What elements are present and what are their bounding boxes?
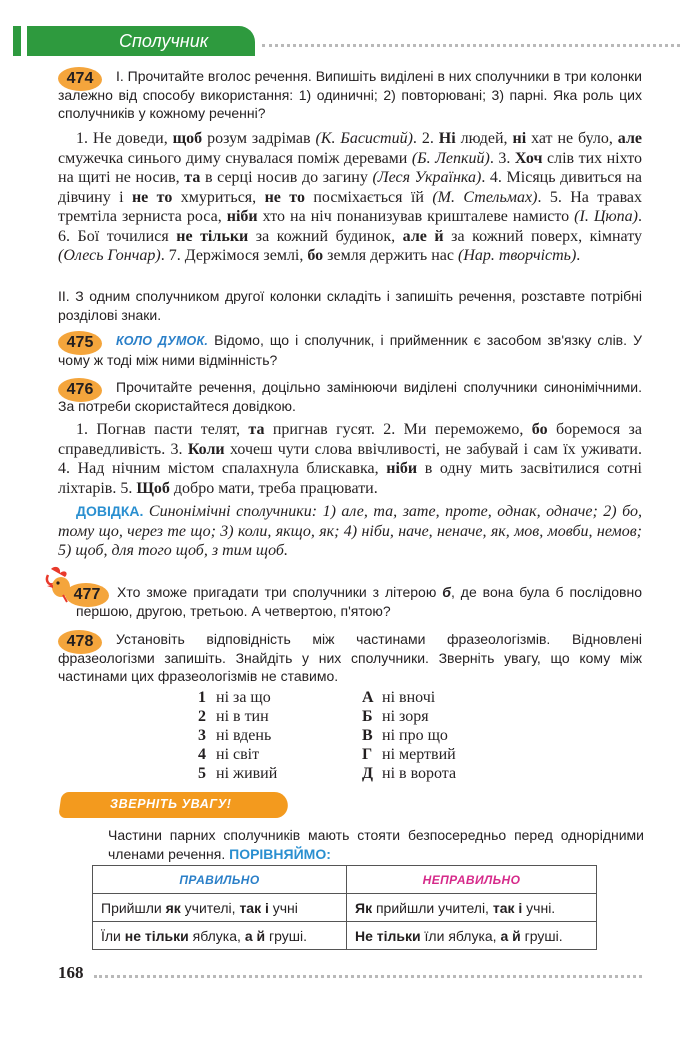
kolo-dumok-label: КОЛО ДУМОК. <box>116 334 209 348</box>
exercise-474-number: 474 <box>58 67 102 91</box>
compare-label: ПОРІВНЯЙМО: <box>229 845 331 862</box>
phrase-parts-left-column <box>198 688 277 783</box>
exercise-477-number: 477 <box>65 583 109 607</box>
phrase-part-right: А ні вночі <box>362 689 436 706</box>
exercise-476-sentences: 1. Погнав пасти телят, та пригнав гусят. 2. Ми переможемо, бо боремося за справедливість. 3. Коли хочеш чути слова ввічливості, не забувай і сам їх уживати. 4. Над нічним містом спалахнула блискавка, ніби в одну мить засвітилися сотні ліхтарів. 5. Щоб добро мати, треба працювати. <box>58 421 642 497</box>
phrase-part-right: Г ні мертвий <box>362 746 456 763</box>
phrase-parts-right-column <box>362 688 456 783</box>
phrase-part-left: 2 ні в тин <box>198 708 269 725</box>
exercise-474-sentences: 1. Не доведи, щоб розум задрімав (К. Басистий). 2. Ні людей, ні хат не було, але смужечка синього диму снувалася поміж деревами (Б. Лепкий). 3. Хоч слів тих ніхто на щиті не носив, та в серці носив до загину (Леся Українка). 4. Місяць дивиться на дівчину і не то хмуриться, не то посміхається їй (М. Стельмах). 5. На травах тремтіла зерниста роса, ніби хто на ніч понанизував кришталеве намисто (І. Цюпа). 6. Бої точилися не тільки за кожний будинок, але й за кожний поверх, кімнату (Олесь Гончар). 7. Держімося землі, бо земля держить нас (Нар. творчість). <box>58 130 643 264</box>
exercise-474-task: І. Прочитайте вголос речення. Випишіть виділені в них сполучники в три колонки залежно від способу використання: 1) одиничні; 2) повторювані; 3) парні. Яка роль цих сполучників у кожному реченні? <box>58 68 642 121</box>
phrase-part-right: Б ні зоря <box>362 708 429 725</box>
exercise-476-reference: ДОВІДКА. Синонімічні сполучники: 1) але, та, зате, проте, однак, одначе; 2) бо, тому що, через те що; 3) коли, якщо, як; 4) ніби, наче, неначе, як, мов, мовби, немов; 5) щоб, для того щоб, з тим щоб. <box>58 503 642 559</box>
table-cell-wrong: Як прийшли учителі, так і учні. <box>347 894 597 922</box>
section-title: Сполучник <box>27 26 255 56</box>
comparison-table <box>92 865 597 950</box>
phrase-part-left: 1 ні за що <box>198 689 271 706</box>
exercise-478-task: Установіть відповідність між частинами фразеологізмів. Відновлені фразеологізми запишіть. Знайдіть у них сполучники. Зверніть увагу, що кому між частинами цих фразеологізмів не ставимо. <box>58 631 642 684</box>
table-row <box>93 866 597 894</box>
phrase-part-left: 4 ні світ <box>198 746 260 763</box>
exercise-474-task-2: ІІ. З одним сполучником другої колонки складіть і запишіть речення, розставте потрібні розділові знаки. <box>58 288 642 323</box>
attention-banner-label: ЗВЕРНІТЬ УВАГУ! <box>110 797 232 811</box>
table-cell-correct: Прийшли як учителі, так і учні <box>93 894 347 922</box>
header-side-strip <box>13 26 21 56</box>
phrase-part-left: 3 ні вдень <box>198 727 272 744</box>
page-number: 168 <box>58 963 84 982</box>
dovidka-label: ДОВІДКА. <box>76 503 144 519</box>
phrase-part-right: Д ні в ворота <box>362 765 457 782</box>
table-cell-wrong: Не тільки їли яблука, а й груші. <box>347 922 597 950</box>
exercise-475-number: 475 <box>58 331 102 355</box>
exercise-477-task: Хто зможе пригадати три сполучники з літерою б, де вона була б послідовно першою, другою, третьою. А четвертою, п'ятою? <box>76 584 643 619</box>
exercise-476-task: Прочитайте речення, доцільно замінюючи виділені сполучники синонімічними. За потреби скористайтеся довідкою. <box>58 379 642 414</box>
exercise-475-task: КОЛО ДУМОК. Відомо, що і сполучник, і прийменник є засобом зв'язку слів. У чому ж тоді між ними відмінність? <box>58 332 642 368</box>
phrase-part-right: В ні про що <box>362 727 448 744</box>
footer-dotted-rule <box>94 975 642 978</box>
phrase-part-left: 5 ні живий <box>198 765 278 782</box>
attention-rule-text: Частини парних сполучників мають стояти безпосередньо перед однорідними членами речення. ПОРІВНЯЙМО: <box>108 827 644 862</box>
column-header-correct: ПРАВИЛЬНО <box>93 866 347 894</box>
table-cell-correct: Їли не тільки яблука, а й груші. <box>93 922 347 950</box>
exercise-478-number: 478 <box>58 630 102 654</box>
table-row <box>93 922 597 950</box>
table-row <box>93 894 597 922</box>
exercise-476-number: 476 <box>58 378 102 402</box>
header-dotted-rule <box>262 44 680 47</box>
column-header-wrong: НЕПРАВИЛЬНО <box>347 866 597 894</box>
